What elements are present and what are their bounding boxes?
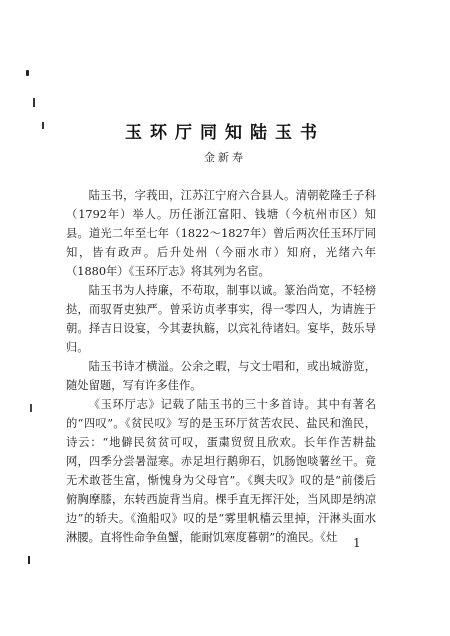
article-body bbox=[66, 186, 376, 547]
scan-mark bbox=[33, 98, 35, 107]
body-paragraph: 陆玉书诗才横溢。公余之暇，与文士唱和，或出城游览，随处留题，写有许多佳作。 bbox=[66, 360, 376, 392]
body-paragraph: 《玉环厅志》记载了陆玉书的三十多首诗。其中有著名的“四叹”。《贫民叹》写的是玉环厅贫苦农民、盐民和渔民，诗云：“地僻民贫贫可叹，蛋粛贸贸且欣欢。长年作苦耕盐网，四季分尝暑湿寒。赤足坦行鹅卵石，饥肠饱啖薯丝干。竟无术敢苍生富，惭愧身为父母官”。《舆夫叹》叹的是“前偻后俯胸摩膝，东转西旋背当肩。棵手直无挥汗处，当风即是纳凉边”的轿夫。《渔船叹》叹的是“雾里帆樯云里掉，汗淋头面水淋腰。直将性命争鱼蟹，能耐饥寒度暮朝”的渔民。《灶 bbox=[66, 398, 376, 544]
scan-mark bbox=[26, 70, 29, 76]
page-number: 1 bbox=[353, 536, 361, 550]
body-paragraph: 陆玉书为人持廉，不苟取，制事以诚。篆治尚宽，不轻榜挞，而驭胥吏独严。曾采访贞孝事实，得一零四人，为请旌于朝。择吉日设宴，今其妻执觞，以宾礼待诸妇。宴毕，鼓乐导归。 bbox=[66, 284, 376, 354]
scan-mark bbox=[30, 404, 32, 412]
article-title: 玉环厅同知陆玉书 bbox=[125, 123, 325, 144]
body-paragraph: 陆玉书，字莪田，江苏江宁府六合县人。清朝乾隆壬子科（1792年）举人。历任浙江富阳、钱塘（今杭州市区）知县。道光二年至七年（1822～1827年）曾后两次任玉环厅同知，皆有政声。后升处州（今丽水市）知府，光绪六年（1880年）《玉环厅志》将其列为名宦。 bbox=[66, 189, 376, 278]
author-name: 金新寿 bbox=[204, 151, 246, 164]
scan-mark bbox=[28, 556, 30, 564]
